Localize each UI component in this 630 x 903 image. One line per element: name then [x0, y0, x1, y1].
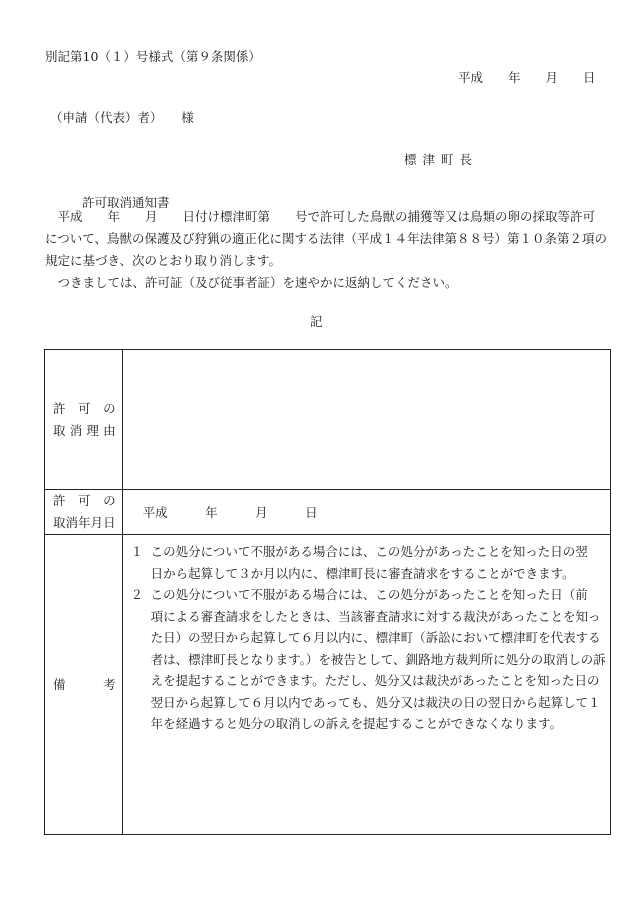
date-label-line1: 許 可 の	[53, 493, 116, 508]
note-number: １	[130, 544, 144, 559]
date-value-cell[interactable]: 平成 年 月 日	[122, 490, 610, 535]
note-item	[131, 584, 606, 735]
ki-marker: 記	[310, 314, 323, 329]
reason-label-cell	[45, 350, 123, 490]
note-number: ２	[130, 587, 144, 602]
note-line: 年を経過すると処分の取消しの訴えを提起することができなくなります。	[150, 716, 563, 731]
note-line: 者は、標津町長となります。）を被告として、釧路地方裁判所に処分の取消しの訴	[150, 651, 606, 667]
note-line: 翌日から起算して６月以内であっても、処分又は裁決の日の翌日から起算して１	[150, 694, 601, 710]
remarks-value-cell	[122, 535, 610, 835]
reason-value-cell[interactable]	[122, 350, 610, 490]
body-line: 平成 年 月 日付け標津町第 号で許可した鳥獣の捕獲等又は鳥類の卵の採取等許可	[45, 209, 596, 224]
body-line: つきましては、許可証（及び従事者証）を速やかに返納してください。	[45, 275, 458, 290]
remarks-label: 備 考	[53, 676, 116, 692]
note-line: この処分について不服がある場合には、この処分があったことを知った日（前	[150, 587, 588, 602]
date-label-cell	[45, 490, 123, 535]
note-line: 項による審査請求をしたときは、当該審査請求に対する裁決があったことを知っ	[150, 608, 601, 624]
issuer-name: 標 津 町 長	[404, 152, 473, 167]
note-item	[131, 541, 606, 584]
remarks-row	[45, 535, 611, 835]
addressee: （申請（代表）者） 様	[50, 110, 194, 125]
document-title: 許可取消通知書	[82, 195, 170, 210]
date-label-line2: 取 消 年 月 日	[53, 515, 116, 530]
form-number-label: 別記第10（１）号様式（第９条関係）	[45, 49, 261, 64]
reason-label-line2: 取 消 理 由	[53, 422, 116, 438]
note-line: えを提起することができます。ただし、処分又は裁決があったことを知った日の	[150, 673, 600, 688]
note-line: この処分について不服がある場合には、この処分があったことを知った日の翌	[150, 544, 588, 559]
note-line: 日から起算して３か月以内に、標津町長に審査請求をすることができます。	[150, 565, 575, 581]
reason-label-line1: 許 可 の	[53, 400, 116, 416]
remarks-label-cell	[45, 535, 123, 835]
note-line: た日）の翌日から起算して６月以内に、標津町（訴訟において標津町を代表する	[150, 630, 601, 645]
body-text	[45, 206, 608, 294]
reason-row	[45, 350, 611, 490]
body-line: 規定に基づき、次のとおり取り消します。	[45, 253, 282, 268]
body-line: について、鳥獣の保護及び狩猟の適正化に関する法律（平成１４年法律第８８号）第１０条第２項の	[45, 231, 608, 246]
date-row	[45, 490, 611, 535]
revocation-table	[44, 349, 611, 835]
date-line: 平成 年 月 日	[458, 70, 596, 85]
